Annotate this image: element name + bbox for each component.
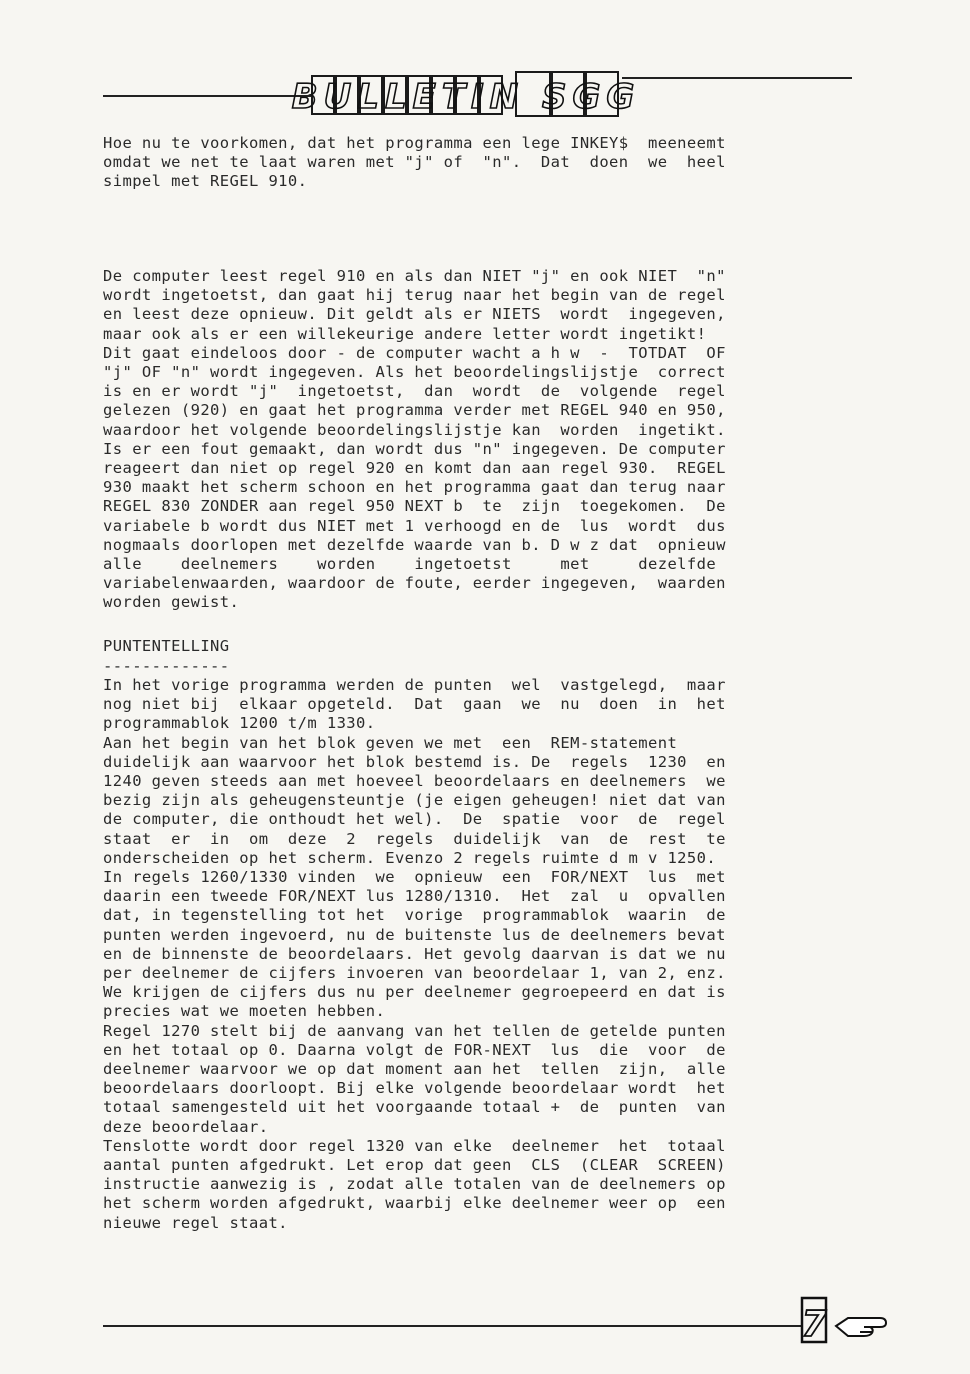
text-line: en leest deze opnieuw. Dit geldt als er NIETS wordt ingegeven, xyxy=(103,305,726,324)
text-line: wordt ingetoetst, dan gaat hij terug naar het begin van de regel xyxy=(103,286,726,305)
text-line: De computer leest regel 910 en als dan NIET "j" en ook NIET "n" xyxy=(103,267,726,285)
text-line: omdat we net te laat waren met "j" of "n". Dat doen we heel xyxy=(103,153,726,172)
text-line: nieuwe regel staat. xyxy=(103,1213,288,1232)
pointing-hand-icon xyxy=(836,1318,886,1336)
page-number: 7 xyxy=(801,1304,827,1345)
text-line: Tenslotte wordt door regel 1320 van elke deelnemer het totaal xyxy=(103,1136,726,1155)
text-line: punten werden ingevoerd, nu de buitenste lus de deelnemers bevat xyxy=(103,925,726,944)
text-line: nog niet bij elkaar opgeteld. Dat gaan we nu doen in het xyxy=(103,695,726,714)
intro-paragraph xyxy=(103,134,843,192)
text-line: daarin een tweede FOR/NEXT lus 1280/1310. Het zal u opvallen xyxy=(103,887,726,906)
text-line: reageert dan niet op regel 920 en komt dan aan regel 930. REGEL xyxy=(103,459,726,478)
header-rule-left xyxy=(103,95,313,97)
text-line: We krijgen de cijfers dus nu per deelnemer gegroepeerd en dat is xyxy=(103,983,726,1002)
text-line: simpel met REGEL 910. xyxy=(103,172,308,191)
text-line: deelnemer waarvoor we op dat moment aan het tellen zijn, alle xyxy=(103,1060,726,1079)
text-line: onderscheiden op het scherm. Evenzo 2 regels ruimte d m v 1250. xyxy=(103,848,717,867)
text-line: Hoe nu te voorkomen, dat het programma een lege INKEY$ meeneemt xyxy=(103,134,726,152)
text-line: de computer, die onthoudt het wel). De spatie voor de regel xyxy=(103,810,726,829)
text-line: het scherm worden afgedrukt, waarbij elke deelnemer weer op een xyxy=(103,1194,726,1213)
text-line: precies wat we moeten hebben. xyxy=(103,1002,386,1021)
text-line: variabele b wordt dus NIET met 1 verhoogd en de lus wordt dus xyxy=(103,516,726,535)
text-line: Dit gaat eindeloos door - de computer wacht a h w - TOTDAT OF xyxy=(103,343,726,362)
text-line: Is er een fout gemaakt, dan wordt dus "n" ingegeven. De computer xyxy=(103,439,726,458)
text-line: aantal punten afgedrukt. Let erop dat geen CLS (CLEAR SCREEN) xyxy=(103,1156,726,1175)
header-rule-right xyxy=(622,77,852,79)
text-line: In het vorige programma werden de punten wel vastgelegd, maar xyxy=(103,676,726,694)
text-line: instructie aanwezig is , zodat alle totalen van de deelnemers op xyxy=(103,1175,726,1194)
footer-rule xyxy=(103,1325,803,1327)
text-line: staat er in om deze 2 regels duidelijk van de rest te xyxy=(103,829,726,848)
text-line: REGEL 830 ZONDER aan regel 950 NEXT b te zijn toegekomen. De xyxy=(103,497,726,516)
text-line: en het totaal op 0. Daarna volgt de FOR-NEXT lus die voor de xyxy=(103,1040,726,1059)
text-line: beoordelaars doorloopt. Bij elke volgende beoordelaar wordt het xyxy=(103,1079,726,1098)
bulletin-sgg-logo xyxy=(291,70,641,120)
page-number-badge xyxy=(800,1296,918,1346)
paragraph-2 xyxy=(103,676,843,1233)
text-line: 930 maakt het scherm schoon en het programma gaat dan terug naar xyxy=(103,478,726,497)
text-line: waardoor het volgende beoordelingslijstje kan worden ingetikt. xyxy=(103,420,726,439)
text-line: variabelenwaarden, waardoor de foute, eerder ingegeven, waarden xyxy=(103,574,726,593)
text-line: deze beoordelaar. xyxy=(103,1117,269,1136)
text-line: bezig zijn als geheugensteuntje (je eigen geheugen! niet dat van xyxy=(103,791,726,810)
logo-text: BULLETIN SGG xyxy=(291,77,641,117)
text-line: alle deelnemers worden ingetoetst met dezelfde xyxy=(103,555,717,574)
text-line: Aan het begin van het blok geven we met een REM-statement xyxy=(103,733,678,752)
text-line: Regel 1270 stelt bij de aanvang van het tellen de getelde punten xyxy=(103,1021,726,1040)
text-line: per deelnemer de cijfers invoeren van beoordelaar 1, van 2, enz. xyxy=(103,964,726,983)
text-line: "j" OF "n" wordt ingegeven. Als het beoordelingslijstje correct xyxy=(103,363,726,382)
text-line: maar ook als er een willekeurige andere letter wordt ingetikt! xyxy=(103,324,707,343)
text-line: en de binnenste de beoordelaars. Het gevolg daarvan is dat we nu xyxy=(103,944,726,963)
text-line: In regels 1260/1330 vinden we opnieuw een FOR/NEXT lus met xyxy=(103,868,726,887)
text-line: gelezen (920) en gaat het programma verder met REGEL 940 en 950, xyxy=(103,401,726,420)
text-line: programmablok 1200 t/m 1330. xyxy=(103,714,376,733)
text-line: worden gewist. xyxy=(103,593,240,612)
text-line: dat, in tegenstelling tot het vorige programmablok waarin de xyxy=(103,906,726,925)
paragraph-1 xyxy=(103,267,843,613)
text-line: duidelijk aan waarvoor het blok bestemd is. De regels 1230 en xyxy=(103,752,726,771)
text-line: totaal samengesteld uit het voorgaande totaal + de punten van xyxy=(103,1098,726,1117)
section-heading: PUNTENTELLING xyxy=(103,637,230,655)
text-line: nogmaals doorlopen met dezelfde waarde van b. D w z dat opnieuw xyxy=(103,535,726,554)
text-line: is en er wordt "j" ingetoetst, dan wordt de volgende regel xyxy=(103,382,726,401)
section-heading-underline: ------------- xyxy=(103,657,230,675)
text-line: 1240 geven steeds aan met hoeveel beoordelaars en deelnemers we xyxy=(103,772,726,791)
